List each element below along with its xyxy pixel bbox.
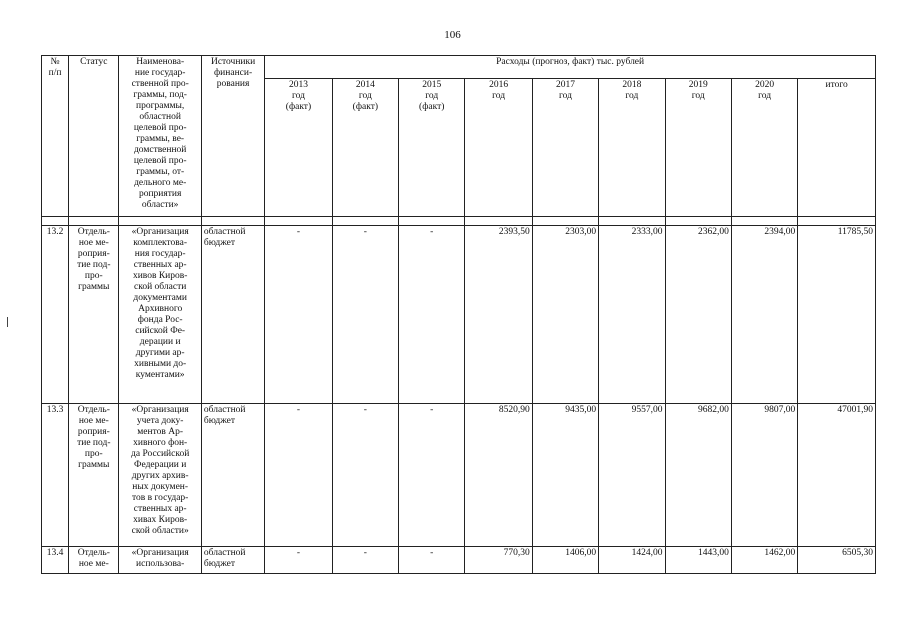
value-2017: 9435,00 (532, 404, 598, 547)
margin-mark (7, 317, 8, 327)
value-2017: 1406,00 (532, 547, 598, 574)
row-status: Отдель- ное ме- роприя- тие под- про- граммы (69, 226, 119, 404)
header-year-2016: 2016 год (465, 79, 532, 217)
value-2015: - (399, 547, 465, 574)
header-year-2014: 2014 год (факт) (332, 79, 398, 217)
row-status: Отдель- ное ме- (69, 547, 119, 574)
value-2020: 2394,00 (731, 226, 797, 404)
row-source: областной бюджет (201, 404, 264, 547)
table-row (42, 404, 876, 547)
row-source: областной бюджет (201, 547, 264, 574)
table-row (42, 226, 876, 404)
value-2020: 9807,00 (731, 404, 797, 547)
value-2015: - (399, 226, 465, 404)
row-name: «Организация учета доку- ментов Ар- хивного фон- да Российской Федерации и других архив- ных докумен- тов в государ- ственных ар- хивах Киров- ской области» (119, 404, 201, 547)
value-2019: 2362,00 (665, 226, 731, 404)
value-2020: 1462,00 (731, 547, 797, 574)
value-2017: 2303,00 (532, 226, 598, 404)
header-spacer-row (42, 217, 876, 226)
value-2016: 770,30 (465, 547, 532, 574)
value-2014: - (332, 547, 398, 574)
value-2013: - (265, 404, 332, 547)
value-total: 6505,30 (798, 547, 876, 574)
expenses-table (41, 55, 876, 574)
value-total: 47001,90 (798, 404, 876, 547)
header-num: № п/п (42, 56, 69, 217)
table-row (42, 547, 876, 574)
row-status: Отдель- ное ме- роприя- тие под- про- граммы (69, 404, 119, 547)
value-2018: 1424,00 (599, 547, 665, 574)
row-number: 13.4 (42, 547, 69, 574)
page-number: 106 (444, 29, 461, 41)
value-2018: 9557,00 (599, 404, 665, 547)
header-expenses: Расходы (прогноз, факт) тыс. рублей (265, 56, 876, 79)
value-2019: 1443,00 (665, 547, 731, 574)
value-2018: 2333,00 (599, 226, 665, 404)
value-2016: 2393,50 (465, 226, 532, 404)
header-year-2013: 2013 год (факт) (265, 79, 332, 217)
value-2014: - (332, 404, 398, 547)
row-source: областной бюджет (201, 226, 264, 404)
header-total: итого (798, 79, 876, 217)
value-2016: 8520,90 (465, 404, 532, 547)
row-name: «Организация использова- (119, 547, 201, 574)
header-year-2019: 2019 год (665, 79, 731, 217)
row-name: «Организация комплектова- ния государ- ственных ар- хивов Киров- ской области документами Архивного фонда Рос- сийской Фе- дерации и другими ар- хивными до- кументами» (119, 226, 201, 404)
header-source: Источники финанси- рования (201, 56, 264, 217)
row-number: 13.2 (42, 226, 69, 404)
header-year-2015: 2015 год (факт) (399, 79, 465, 217)
value-total: 11785,50 (798, 226, 876, 404)
value-2013: - (265, 547, 332, 574)
header-row-1 (42, 56, 876, 79)
header-name: Наименова- ние государ- ственной про- граммы, под- программы, областной целевой про- граммы, ве- домственной целевой про- граммы, от- дельного ме- роприятия области» (119, 56, 201, 217)
value-2014: - (332, 226, 398, 404)
value-2019: 9682,00 (665, 404, 731, 547)
header-status: Статус (69, 56, 119, 217)
value-2015: - (399, 404, 465, 547)
header-year-2018: 2018 год (599, 79, 665, 217)
value-2013: - (265, 226, 332, 404)
header-year-2020: 2020 год (731, 79, 797, 217)
row-number: 13.3 (42, 404, 69, 547)
header-year-2017: 2017 год (532, 79, 598, 217)
